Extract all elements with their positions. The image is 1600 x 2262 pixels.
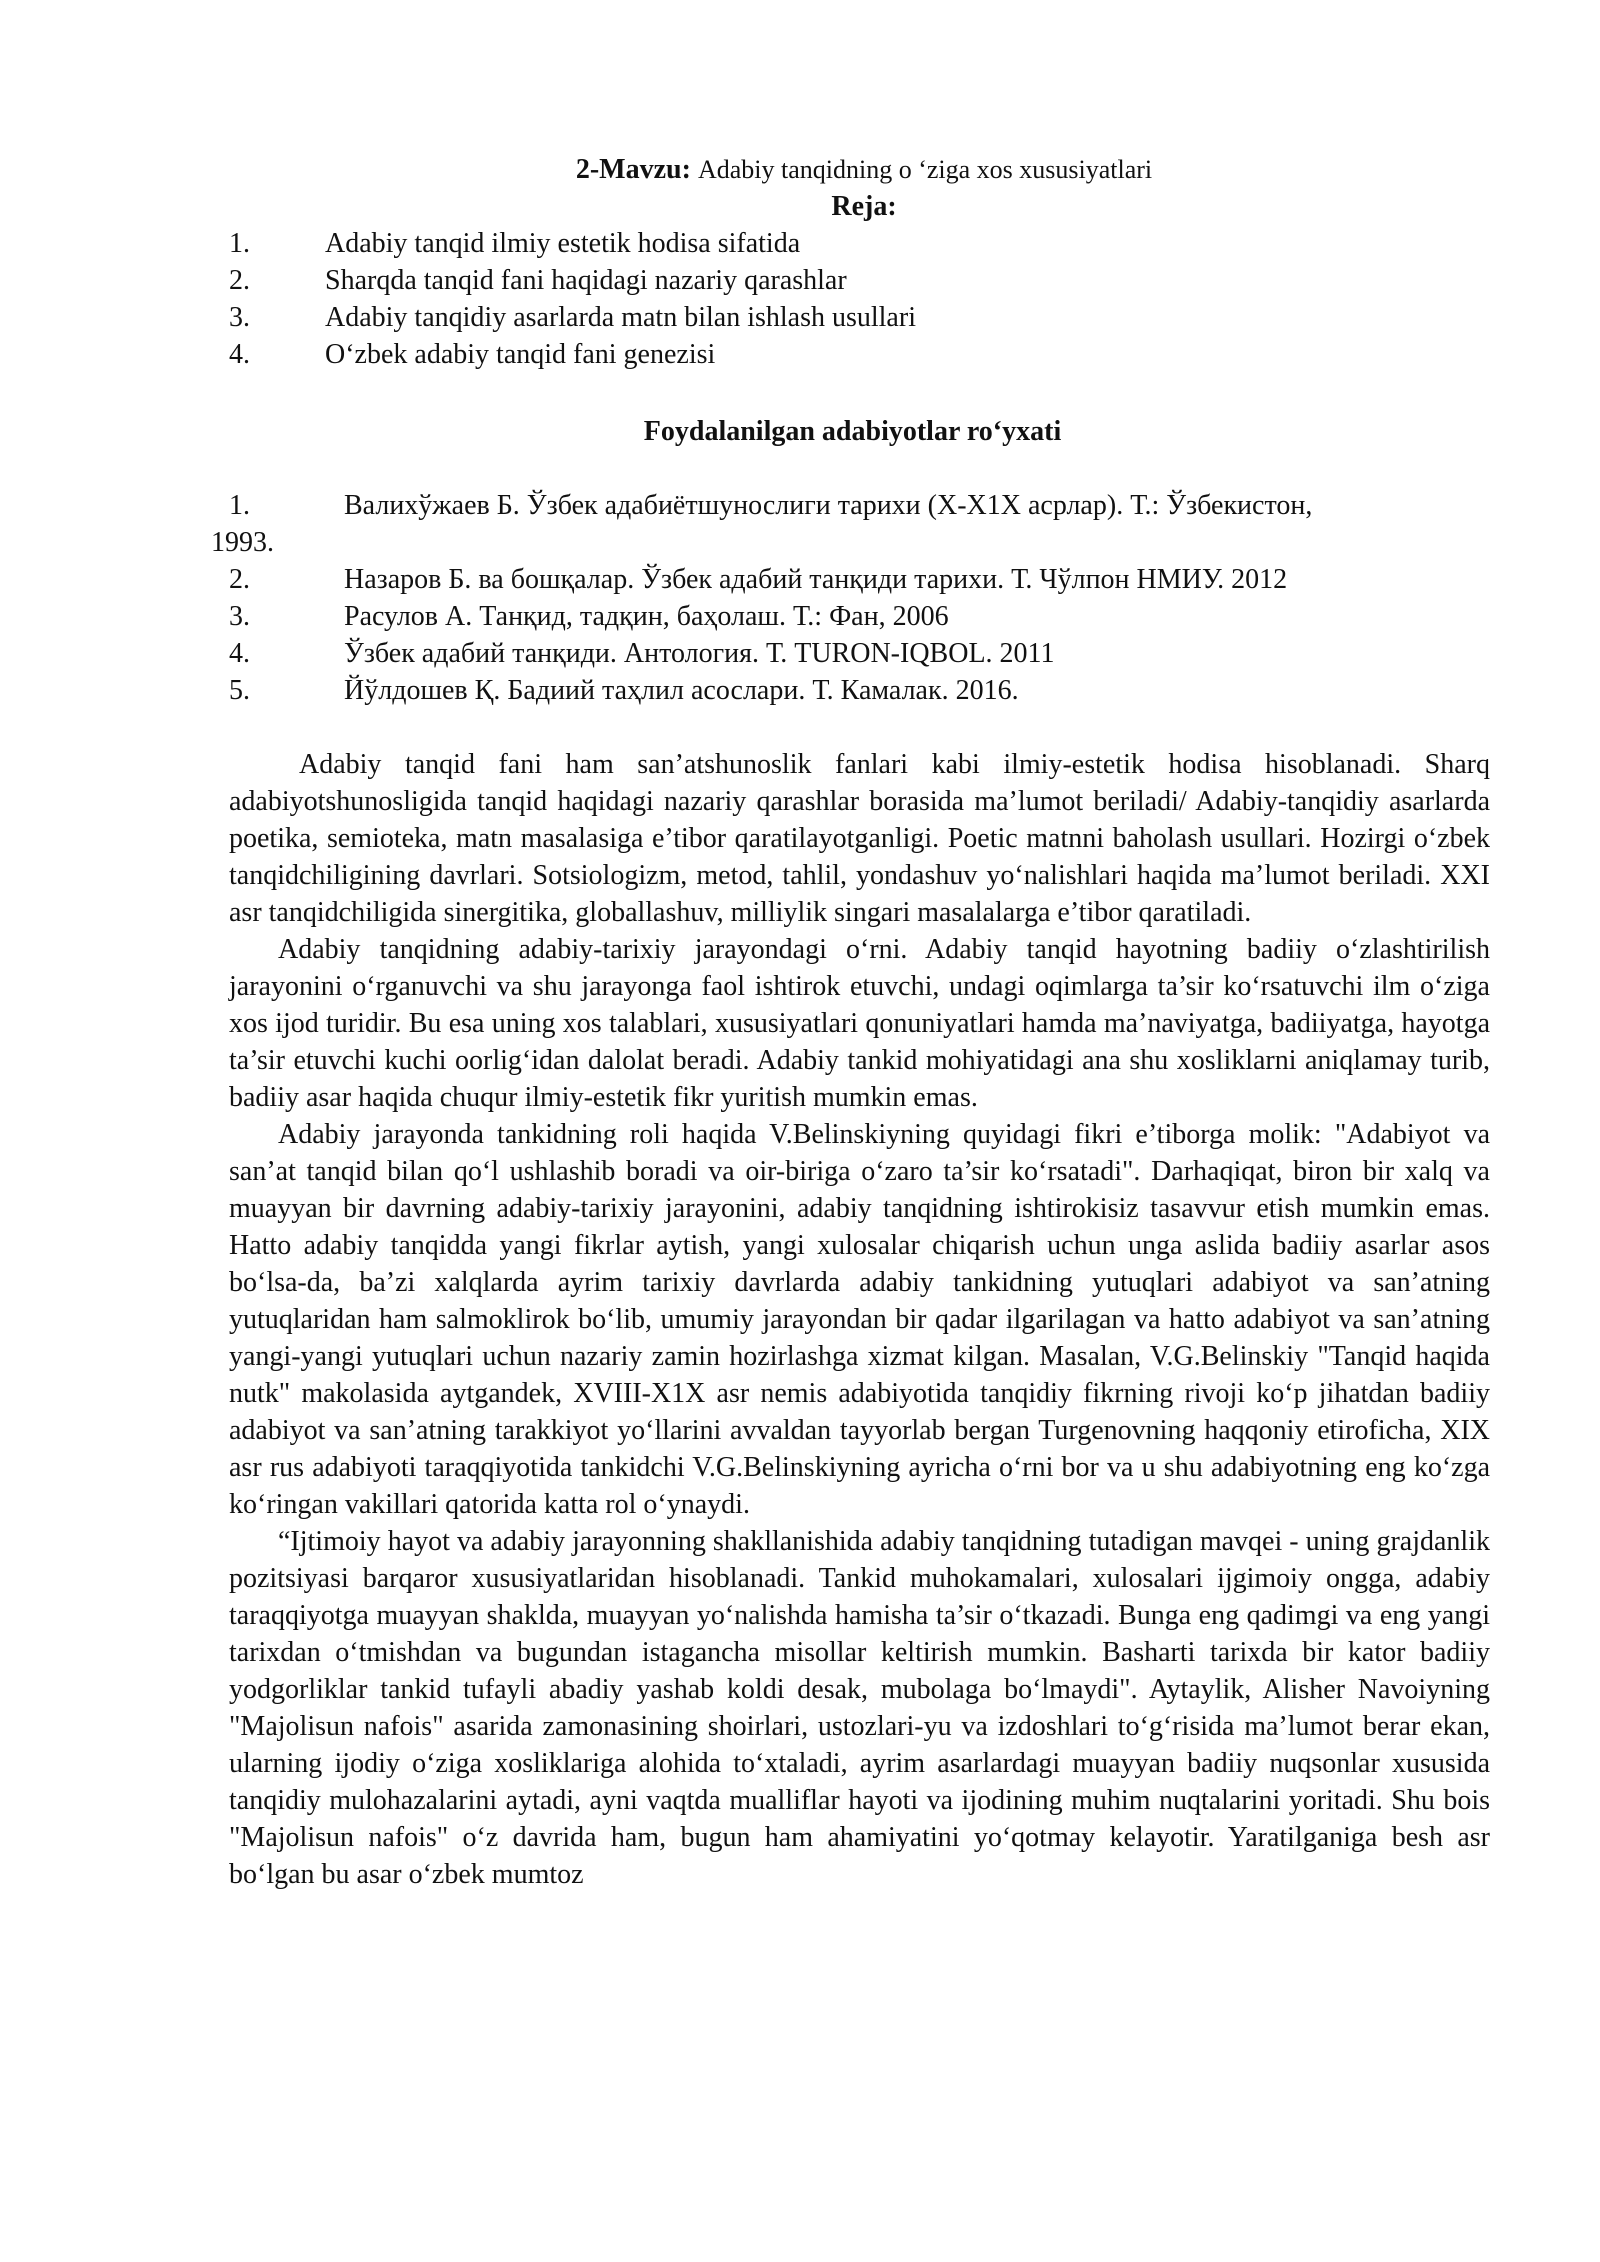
reference-text: Йўлдошев Қ. Бадиий таҳлил асослари. Т. Камалак. 2016. (344, 675, 1019, 706)
paragraph: Adabiy tanqidning adabiy-tarixiy jarayondagi o‘rni. Adabiy tanqid hayotning badiiy o‘zlashtirilish jarayonini o‘rganuvchi va shu jarayonga faol ishtirok etuvchi, undagi oqimlarga ta’sir ko‘rsatuvchi ilm o‘ziga xos ijod turidir. Bu esa uning xos talablari, xususiyatlari qonuniyatlari hamda ma’naviyatga, badiiyatga, hayotga ta’sir etuvchi kuchi oorlig‘idan dalolat beradi. Adabiy tankid mohiyatidagi ana shu xosliklarni aniqlamay turib, badiiy asar haqida chuqur ilmiy-estetik fikr yuritish mumkin emas. (229, 934, 1490, 1113)
plan-item-text: Adabiy tanqidiy asarlarda matn bilan ishlash usullari (325, 302, 916, 333)
plan-item-text: O‘zbek adabiy tanqid fani genezisi (325, 339, 716, 370)
plan-item-number: 2. (229, 265, 250, 296)
reference-number: 4. (229, 638, 250, 669)
reference-item (211, 598, 1491, 635)
reference-text: Валихўжаев Б. Ўзбек адабиётшунослиги тарихи (X-X1X асрлар). Т.: Ўзбекистон, (344, 490, 1313, 521)
reference-text: Назаров Б. ва бошқалар. Ўзбек адабий танқиди тарихи. Т. Чўлпон НМИУ. 2012 (344, 564, 1288, 595)
reference-item (211, 561, 1491, 598)
plan-item-number: 3. (229, 302, 250, 333)
reference-number: 1. (229, 490, 250, 521)
plan-item-text: Adabiy tanqid ilmiy estetik hodisa sifatida (325, 228, 801, 259)
plan-label: Reja: (831, 191, 897, 222)
reference-item (211, 635, 1491, 672)
reference-number: 2. (229, 564, 250, 595)
body-text (229, 746, 1490, 1893)
reference-text: Ўзбек адабий танқиди. Антология. Т. TURON-IQBOL. 2011 (344, 638, 1055, 669)
paragraph: “Ijtimoiy hayot va adabiy jarayonning shakllanishida adabiy tanqidning tutadigan mavqei - uning grajdanlik pozitsiyasi barqaror xususiyatlaridan hisoblanadi. Tankid muhokamalari, xulosalari ijgimoiy ongga, adabiy taraqqiyotga muayyan shaklda, muayyan yo‘nalishda hamisha ta’sir o‘tkazadi. Bunga eng qadimgi va eng yangi tarixdan o‘tmishdan va bugundan istagancha misollar keltirish mumkin. Basharti tarixda bir kator badiiy yodgorliklar tankid tufayli abadiy yashab koldi desak, mubolaga bo‘lmaydi". Aytaylik, Alisher Navoiyning "Majolisun nafois" asarida zamonasining shoirlari, ustozlari-yu va izdoshlari to‘g‘risida ma’lumot berar ekan, ularning ijodiy o‘ziga xosliklariga alohida to‘xtaladi, ayrim asarlardagi muayyan badiiy nuqsonlar xususida tanqidiy mulohazalarini aytadi, ayni vaqtda mualliflar hayoti va ijodining muhim nuqtalarini yoritadi. Shu bois "Majolisun nafois" o‘z davrida ham, bugun ham ahamiyatini yo‘qotmay kelayotir. Yaratilganiga besh asr bo‘lgan bu asar o‘zbek mumtoz (229, 1526, 1490, 1890)
plan-item-text: Sharqda tanqid fani haqidagi nazariy qarashlar (325, 265, 847, 296)
reference-item (211, 672, 1491, 709)
paragraph: Adabiy jarayonda tankidning roli haqida V.Belinskiyning quyidagi fikri e’tiborga molik: "Adabiyot va san’at tanqid bilan qo‘l ushlashib boradi va oir-biriga o‘zaro ta’sir ko‘rsatadi". Darhaqiqat, biron bir xalq va muayyan bir davrning adabiy-tarixiy jarayonini, adabiy tanqidning ishtirokisiz tasavvur etish mumkin emas. Hatto adabiy tanqidda yangi fikrlar aytish, yangi xulosalar chiqarish uchun unga aslida badiiy asarlar asos bo‘lsa-da, ba’zi xalqlarda ayrim tarixiy davrlarda adabiy tankidning yutuqlari adabiyot va san’atning yutuqlaridan ham salmoklirok bo‘lib, umumiy jarayondan bir qadar ilgarilagan va hatto adabiyot va san’atning yangi-yangi yutuqlari uchun nazariy zamin hozirlashga xizmat kilgan. Masalan, V.G.Belinskiy "Tanqid haqida nutk" makolasida aytgandek, XVIII-X1X asr nemis adabiyotida tanqidiy fikrning rivoji ko‘p jihatdan badiiy adabiyot va san’atning tarakkiyot yo‘llarini avvaldan tayyorlab bergan Turgenovning haqqoniy etiroficha, XIX asr rus adabiyoti taraqqiyotida tankidchi V.G.Belinskiyning ayricha o‘rni bor va u shu adabiyotning eng ko‘zga ko‘ringan vakillari qatorida katta rol o‘ynaydi. (229, 1119, 1490, 1520)
reference-text: Расулов А. Танқид, тадқин, баҳолаш. Т.: Фан, 2006 (344, 601, 949, 632)
paragraph: Adabiy tanqid fani ham san’atshunoslik fanlari kabi ilmiy-estetik hodisa hisoblanadi. Sharq adabiyotshunosligida tanqid haqidagi nazariy qarashlar borasida ma’lumot beriladi/ Adabiy-tanqidiy asarlarda poetika, semioteka, matn masalasiga e’tibor qaratilayotganligi. Poetic matnni baholash usullari. Hozirgi o‘zbek tanqidchiligining davrlari. Sotsiologizm, metod, tahlil, yondashuv yo‘nalishlari haqida ma’lumot beriladi. XXI asr tanqidchiligida sinergitika, globallashuv, milliylik singari masalalarga e’tibor qaratiladi. (229, 749, 1490, 928)
topic-heading (0, 151, 1600, 188)
reference-number: 5. (229, 675, 250, 706)
reference-text-continued: 1993. (211, 527, 274, 558)
reference-item (211, 487, 1491, 561)
plan-item-number: 1. (229, 228, 250, 259)
topic-title: Adabiy tanqidning o ‘ziga xos xususiyatlari (697, 155, 1153, 184)
plan-item-number: 4. (229, 339, 250, 370)
references-title: Foydalanilgan adabiyotlar ro‘yxati (643, 416, 1062, 447)
references-list (211, 487, 1491, 709)
topic-label: 2-Mavzu: (575, 154, 691, 185)
reference-number: 3. (229, 601, 250, 632)
